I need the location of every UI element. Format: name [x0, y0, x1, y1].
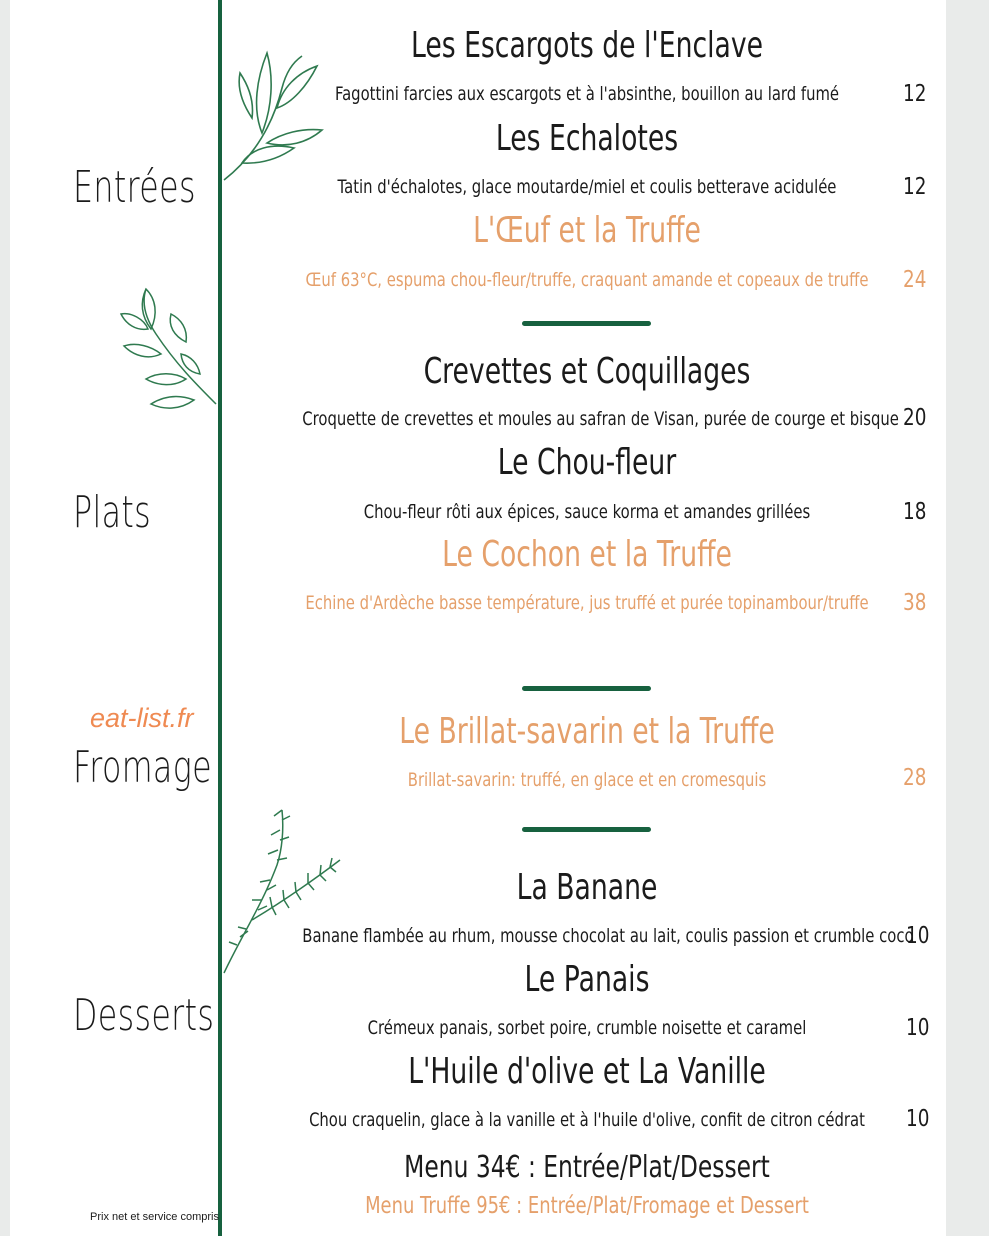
dish-description: Tatin d'échalotes, glace moutarde/miel et coulis betterave acidulée: [337, 176, 837, 198]
dish-title: Le Panais: [524, 959, 650, 1000]
dish-price: 28: [903, 765, 927, 791]
dish-description: Banane flambée au rhum, mousse chocolat au lait, coulis passion et crumble coco: [302, 925, 914, 947]
dish-title: Crevettes et Coquillages: [423, 351, 751, 392]
section-divider: [522, 321, 651, 326]
dish-price: 12: [903, 174, 927, 200]
section-label-entrees: Entrées: [73, 162, 196, 213]
dish-price: 10: [906, 923, 930, 949]
dish-price: 38: [903, 590, 927, 616]
menu-offer-truffe: Menu Truffe 95€ : Entrée/Plat/Fromage et Dessert: [365, 1193, 809, 1219]
leaf-branch-icon: [116, 284, 220, 418]
dish-description: Chou craquelin, glace à la vanille et à l'huile d'olive, confit de citron cédrat: [309, 1109, 865, 1131]
dish-price: 20: [903, 405, 927, 431]
dish-description: Croquette de crevettes et moules au safran de Visan, purée de courge et bisque: [302, 408, 899, 430]
dish-title: La Banane: [516, 867, 658, 908]
dish-title: Le Chou-fleur: [497, 442, 677, 483]
dish-price: 10: [906, 1015, 930, 1041]
watermark: eat-list.fr: [90, 703, 194, 733]
dish-title: Les Escargots de l'Enclave: [410, 25, 764, 66]
dish-title: L'Huile d'olive et La Vanille: [408, 1051, 766, 1092]
dish-title: Le Brillat-savarin et la Truffe: [399, 711, 775, 752]
dish-price: 12: [903, 81, 927, 107]
dish-description: Crémeux panais, sorbet poire, crumble noisette et caramel: [367, 1017, 807, 1039]
section-label-plats: Plats: [73, 487, 152, 538]
dish-description: Œuf 63°C, espuma chou-fleur/truffe, craquant amande et copeaux de truffe: [305, 269, 869, 291]
dish-description: Echine d'Ardèche basse température, jus truffé et purée topinambour/truffe: [305, 592, 869, 614]
dish-price: 24: [903, 267, 927, 293]
section-divider: [522, 686, 651, 691]
dish-title: Le Cochon et la Truffe: [442, 534, 732, 575]
dish-price: 18: [903, 499, 927, 525]
dish-description: Chou-fleur rôti aux épices, sauce korma et amandes grillées: [363, 501, 811, 523]
dish-title: L'Œuf et la Truffe: [473, 210, 701, 251]
price-footnote: Prix net et service compris: [90, 1211, 219, 1223]
menu-offer-main: Menu 34€ : Entrée/Plat/Dessert: [404, 1150, 770, 1185]
section-divider: [522, 827, 651, 832]
dish-price: 10: [906, 1106, 930, 1132]
section-label-desserts: Desserts: [73, 990, 215, 1041]
section-label-fromage: Fromage: [73, 742, 212, 793]
dish-description: Brillat-savarin: truffé, en glace et en cromesquis: [407, 769, 767, 791]
leaf-branch-icon: [222, 48, 332, 188]
dish-description: Fagottini farcies aux escargots et à l'absinthe, bouillon au lard fumé: [334, 83, 840, 105]
dish-title: Les Echalotes: [495, 118, 679, 159]
